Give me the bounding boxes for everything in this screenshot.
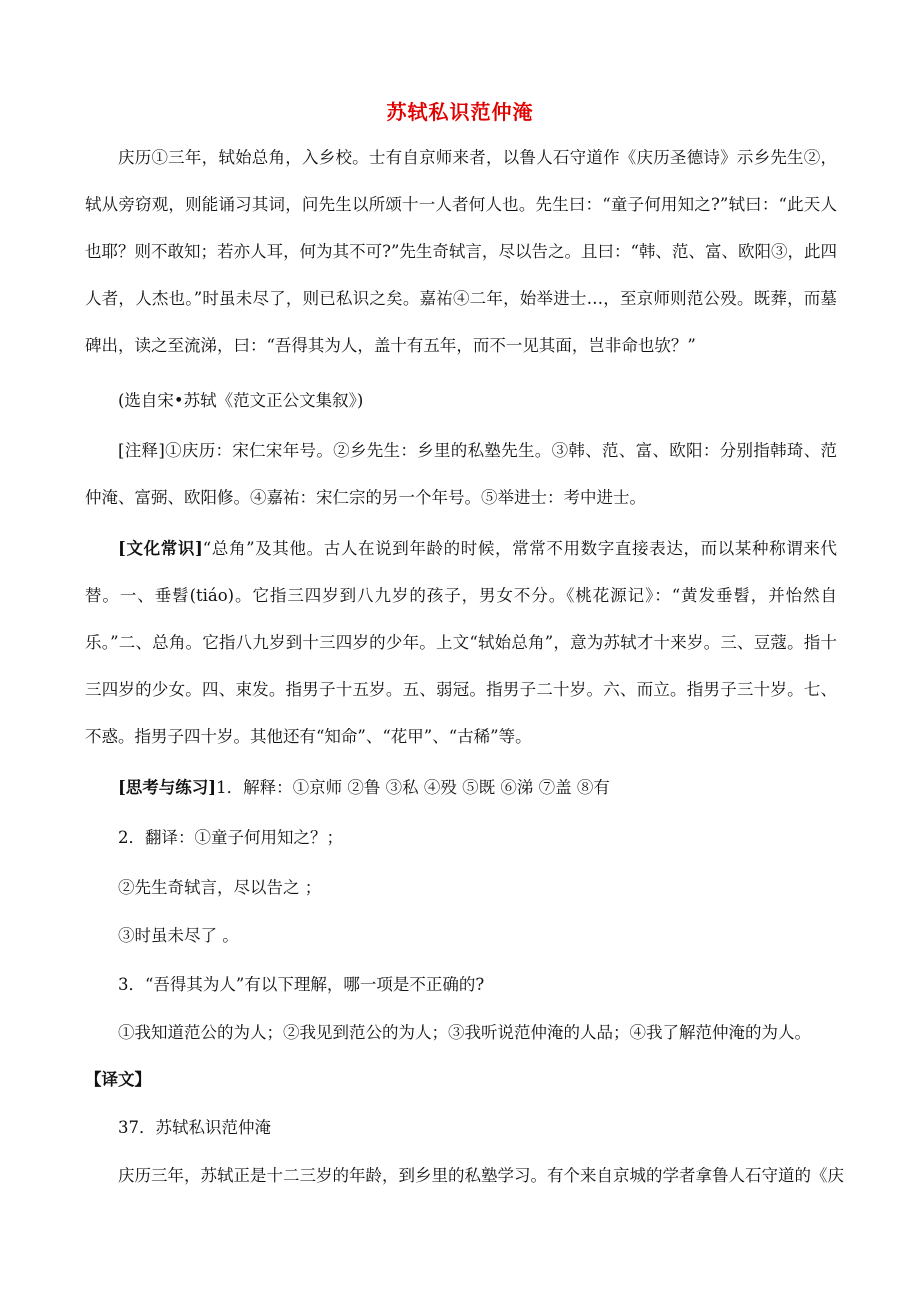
culture-text: “总角”及其他。古人在说到年龄的时候，常常不用数字直接表达，而以某种称谓来代替。一、垂髫(tiáo)。它指三四岁到八九岁的孩子，男女不分。《桃花源记》：“黄发垂髫，并怡然自乐。”二、总角。它指八九岁到十三四岁的少年。上文“轼始总角”，意为苏轼才十来岁。三、豆蔻。指十三四岁的少女。四、束发。指男子十五岁。五、弱冠。指男子二十岁。六、而立。指男子三十岁。七、不惑。指男子四十岁。其他还有“知命”、“花甲”、“古稀”等。 [85,539,837,746]
exercise-question-3-options: ①我知道范公的为人；②我见到范公的为人；③我听说范仲淹的人品；④我了解范仲淹的为人。 [118,1023,811,1042]
culture-knowledge [85,525,837,760]
exercise-label: [思考与练习] [118,778,217,797]
exercise-question-2: 2．翻译：①童子何用知之？； [118,828,343,847]
translation-subtitle: 37．苏轼私识范仲淹 [118,1118,271,1137]
exercise-question-2b: ②先生奇轼言，尽以告之 ； [118,878,322,897]
page-title: 苏轼私识范仲淹 [386,100,534,124]
culture-label: [文化常识] [118,539,203,558]
source-citation: (选自宋•苏轼《范文正公文集叙》) [118,391,364,410]
translation-heading: 【译文】 [85,1070,151,1089]
classical-passage: 庆历①三年，轼始总角，入乡校。士有自京师来者，以鲁人石守道作《庆历圣德诗》示乡先生②，轼从旁窃观，则能诵习其词，问先生以所颂十一人者何人也。先生曰：“童子何用知之?”轼曰：“此天人也耶？则不敢知；若亦人耳，何为其不可?”先生奇轼言，尽以告之。且曰：“韩、范、富、欧阳③，此四人者，人杰也。”时虽未尽了，则已私识之矣。嘉祐④二年，始举进士…，至京师则范公殁。既葬，而墓碑出，读之至流涕，曰：“吾得其为人，盖十有五年，而不一见其面，岂非命也欤？” [85,148,837,355]
translation-first-line: 庆历三年，苏轼正是十二三岁的年龄，到乡里的私塾学习。有个来自京城的学者拿鲁人石守道的《庆 [118,1166,844,1185]
annotation-notes: [注释]①庆历：宋仁宋年号。②乡先生：乡里的私塾先生。③韩、范、富、欧阳：分别指韩琦、范仲淹、富弼、欧阳修。④嘉祐：宋仁宗的另一个年号。⑤举进士：考中进士。 [85,441,837,507]
exercise-q1-text: 1．解释：①京师 ②鲁 ③私 ④殁 ⑤既 ⑥涕 ⑦盖 ⑧有 [216,778,610,797]
exercise-question-1 [118,776,838,800]
exercise-question-2c: ③时虽未尽了 。 [118,926,239,945]
exercise-question-3: 3．“吾得其为人”有以下理解，哪一项是不正确的? [118,975,485,994]
